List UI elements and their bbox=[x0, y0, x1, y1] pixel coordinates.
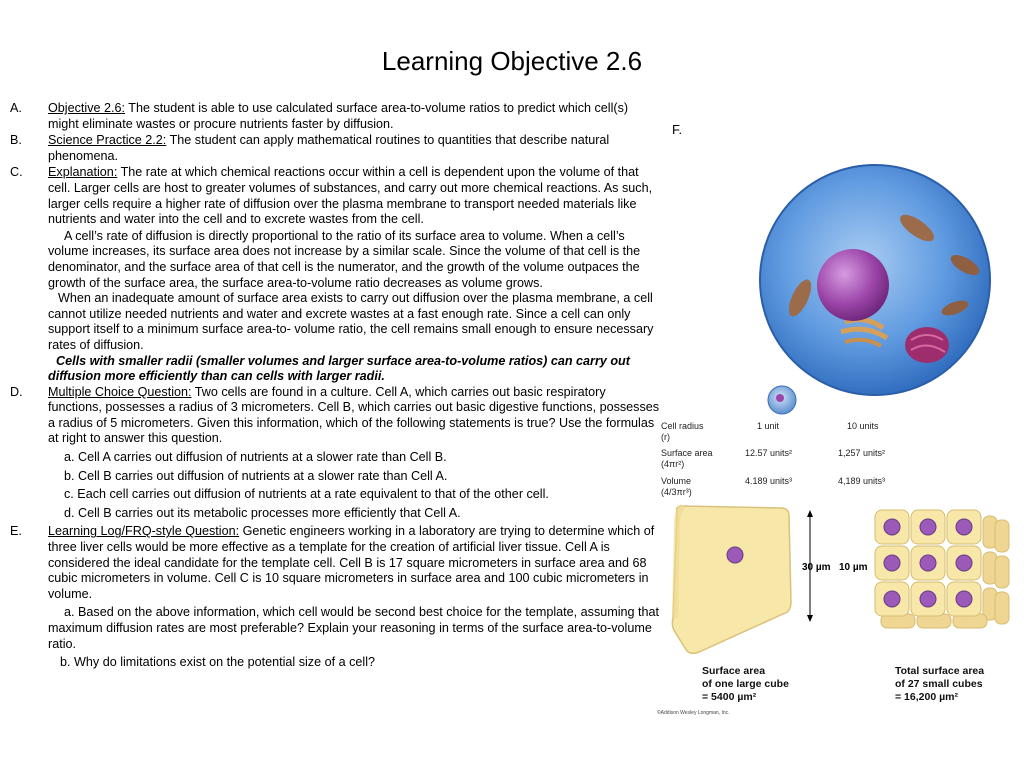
row-symbol-radius: (r) bbox=[661, 432, 670, 442]
large-cube-caption: Surface area bbox=[702, 665, 766, 677]
item-a bbox=[10, 101, 660, 132]
item-body bbox=[48, 385, 660, 447]
answer-option: a. Cell A carries out diffusion of nutrients at a slower rate than Cell B. bbox=[64, 450, 447, 465]
large-cube-caption: of one large cube bbox=[702, 678, 789, 690]
small-cube-caption: Total surface area bbox=[895, 665, 985, 677]
cube-captions bbox=[702, 665, 984, 703]
row-label-volume: Volume bbox=[661, 476, 692, 486]
small-cube-side bbox=[995, 556, 1009, 588]
small-cube-nucleus bbox=[884, 519, 900, 535]
row-label-sa: Surface area bbox=[661, 448, 713, 458]
item-body bbox=[48, 165, 660, 227]
item-letter: D. bbox=[10, 384, 23, 399]
item-text: Two cells are found in a culture. Cell A, which carries out basic respiratory functions, possesses a radius of 3 micrometers. Cell B, which carries out basic digestive functions, possesses a radius of 5 micrometers. Given this information, which of the following statements is true? Use the formulas at right to answer this question. bbox=[48, 384, 660, 446]
item-e bbox=[10, 524, 660, 602]
item-c bbox=[10, 165, 660, 227]
item-b bbox=[10, 133, 660, 164]
item-label: Science Practice 2.2: bbox=[48, 133, 167, 148]
col2-sa: 1,257 units² bbox=[838, 448, 886, 458]
item-letter: B. bbox=[10, 133, 22, 148]
row-label-radius: Cell radius bbox=[661, 421, 704, 431]
small-cube-nucleus bbox=[884, 591, 900, 607]
item-label: Explanation: bbox=[48, 165, 118, 180]
item-letter: A. bbox=[10, 101, 22, 115]
answer-option: d. Cell B carries out its metabolic processes more efficiently that Cell A. bbox=[64, 505, 461, 520]
row-formula-volume: (4/3πr³) bbox=[661, 487, 692, 497]
frq-question: b. Why do limitations exist on the potential size of a cell? bbox=[60, 655, 376, 670]
small-cube-nucleus bbox=[956, 555, 972, 571]
small-cube-caption: = 16,200 µm² bbox=[895, 691, 958, 703]
small-cube-nucleus bbox=[920, 591, 936, 607]
item-text: Genetic engineers working in a laboratory are trying to determine which of three liver cells would be more effective as a template for the creation of artificial liver tissue. Cell A is considered the ideal candidate for the template cell. Cell B is 17 square micrometers in surface area and 68 cubic micrometers in volume. Cell C is 10 square micrometers in surface area and 100 cubic micrometers in volume. bbox=[48, 524, 655, 601]
explanation-emphasis: Cells with smaller radii (smaller volumes and larger surface area-to-volume ratios) can carry out diffusion more efficiently than can cells with larger radii. bbox=[48, 353, 630, 384]
item-text: The rate at which chemical reactions occur within a cell is dependent upon the volume of that cell. Larger cells are host to greater volumes of substances, and carry out more chemical reactions. As such, larger cells require a higher rate of diffusion over the plasma membrane to transport needed materials like nutrients and water into the cell and to excrete wastes from the cell. bbox=[48, 165, 653, 227]
answer-option: c. Each cell carries out diffusion of nutrients at a rate equivalent to that of the other cell. bbox=[64, 487, 549, 502]
col1-volume: 4.189 units³ bbox=[745, 476, 793, 486]
objective-content bbox=[10, 101, 660, 671]
small-cube-nucleus bbox=[956, 591, 972, 607]
small-cube-stack bbox=[875, 510, 1009, 628]
surface-area-figure bbox=[655, 140, 1015, 730]
item-label: Objective 2.6: bbox=[48, 101, 126, 115]
small-cube-nucleus bbox=[920, 555, 936, 571]
col2-radius: 10 units bbox=[847, 421, 879, 431]
figure-letter: F. bbox=[672, 122, 683, 137]
frq-question: a. Based on the above information, which cell would be second best choice for the template, assuming that maximum diffusion rates are most preferable? Explain your reasoning in terms of the surface area-to-volume ratio. bbox=[48, 605, 660, 651]
item-body bbox=[48, 133, 660, 164]
large-cube bbox=[672, 506, 791, 653]
item-text: The student is able to use calculated surface area-to-volume ratios to predict which cell(s) might eliminate wastes or procure nutrients faster by diffusion. bbox=[48, 101, 629, 131]
row-formula-sa: (4πr²) bbox=[661, 459, 685, 469]
small-cube-caption: of 27 small cubes bbox=[895, 678, 983, 690]
small-cube-side bbox=[995, 592, 1009, 624]
small-cube-nucleus bbox=[920, 519, 936, 535]
small-cube-side bbox=[995, 520, 1009, 552]
item-label: Learning Log/FRQ-style Question: bbox=[48, 524, 240, 539]
item-d bbox=[10, 385, 660, 447]
large-cell-illustration bbox=[760, 165, 990, 414]
answer-option: b. Cell B carries out diffusion of nutrients at a slower rate than Cell A. bbox=[64, 468, 448, 483]
page-title: Learning Objective 2.6 bbox=[381, 46, 643, 76]
small-cube-nucleus bbox=[956, 519, 972, 535]
col2-volume: 4,189 units³ bbox=[838, 476, 886, 486]
explanation-paragraph: When an inadequate amount of surface area exists to carry out diffusion over the plasma membrane, a cell cannot utilize needed nutrients and water and excrete wastes at a fast enough rate. Since a cell can only support itself to a minimum surface area-to- volume ratio, the cell remains small enough to ensure necessary rates of diffusion. bbox=[48, 291, 654, 352]
item-label: Multiple Choice Question: bbox=[48, 384, 192, 399]
item-body bbox=[48, 524, 660, 602]
col1-radius: 1 unit bbox=[757, 421, 780, 431]
large-cube-dimension: 30 µm bbox=[802, 562, 831, 573]
item-letter: C. bbox=[10, 165, 23, 180]
formula-table bbox=[661, 421, 885, 497]
col1-sa: 12.57 units² bbox=[745, 448, 793, 458]
small-cube-dimension: 10 µm bbox=[839, 562, 868, 573]
explanation-paragraph: A cell’s rate of diffusion is directly proportional to the ratio of its surface area to volume. When a cell’s volume increases, its surface area does not increase by a similar scale. Since the volume of that cell is the denominator, and the surface area of that cell is the numerator, and the growth of the volume outpaces the growth of the surface area, the surface area-to-volume ratio decreases as volume grows. bbox=[48, 228, 641, 290]
large-cube-caption: = 5400 µm² bbox=[702, 691, 757, 703]
small-cube-nucleus bbox=[884, 555, 900, 571]
figure-credit: ©Addison Wesley Longman, Inc. bbox=[657, 710, 730, 716]
item-letter: E. bbox=[10, 524, 22, 539]
dimension-markers bbox=[802, 510, 868, 622]
item-text: The student can apply mathematical routines to quantities that describe natural phenomena. bbox=[48, 133, 610, 163]
item-body bbox=[48, 101, 660, 132]
